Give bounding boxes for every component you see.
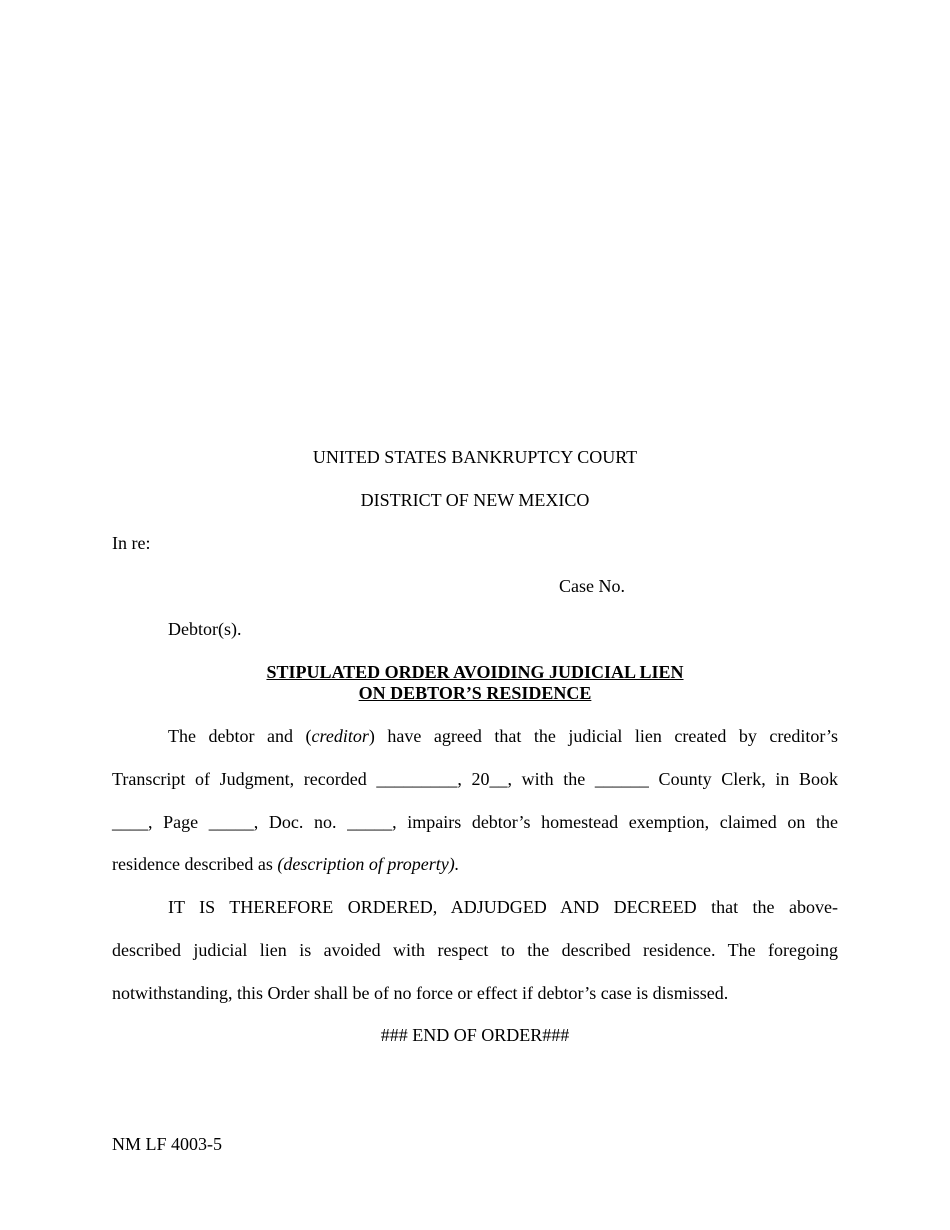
court-name: UNITED STATES BANKRUPTCY COURT — [312, 447, 638, 467]
debtors-label: Debtor(s). — [168, 619, 242, 639]
order-title-line-2: ON DEBTOR’S RESIDENCE — [358, 683, 592, 703]
p1-line4-pre: residence described as — [112, 854, 278, 874]
paragraph-2-line-3: notwithstanding, this Order shall be of no force or effect if debtor’s case is dismissed. — [112, 983, 729, 1003]
case-number-label: Case No. — [559, 576, 625, 596]
end-of-order-marker: ### END OF ORDER### — [380, 1025, 570, 1045]
form-identifier: NM LF 4003-5 — [112, 1134, 223, 1154]
in-re-label: In re: — [112, 533, 151, 553]
property-description-placeholder: (description of property). — [277, 854, 460, 874]
p1-text-post: ) have agreed that the judicial lien created by creditor’s — [368, 726, 839, 746]
paragraph-1-line-2: Transcript of Judgment, recorded _________, 20__, with the ______ County Clerk, in Book — [112, 769, 838, 789]
court-district: DISTRICT OF NEW MEXICO — [360, 490, 590, 510]
order-title-line-1: STIPULATED ORDER AVOIDING JUDICIAL LIEN — [266, 662, 684, 682]
paragraph-2-line-2: described judicial lien is avoided with respect to the described residence. The foregoing — [112, 940, 838, 960]
paragraph-1-line-1 — [112, 725, 838, 747]
paragraph-1-line-4 — [112, 853, 838, 875]
creditor-placeholder: creditor — [311, 726, 369, 746]
paragraph-2-line-1: IT IS THEREFORE ORDERED, ADJUDGED AND DECREED that the above- — [168, 897, 838, 917]
p1-text-pre: The debtor and ( — [168, 726, 312, 746]
paragraph-1-line-3: ____, Page _____, Doc. no. _____, impairs debtor’s homestead exemption, claimed on the — [112, 812, 838, 832]
